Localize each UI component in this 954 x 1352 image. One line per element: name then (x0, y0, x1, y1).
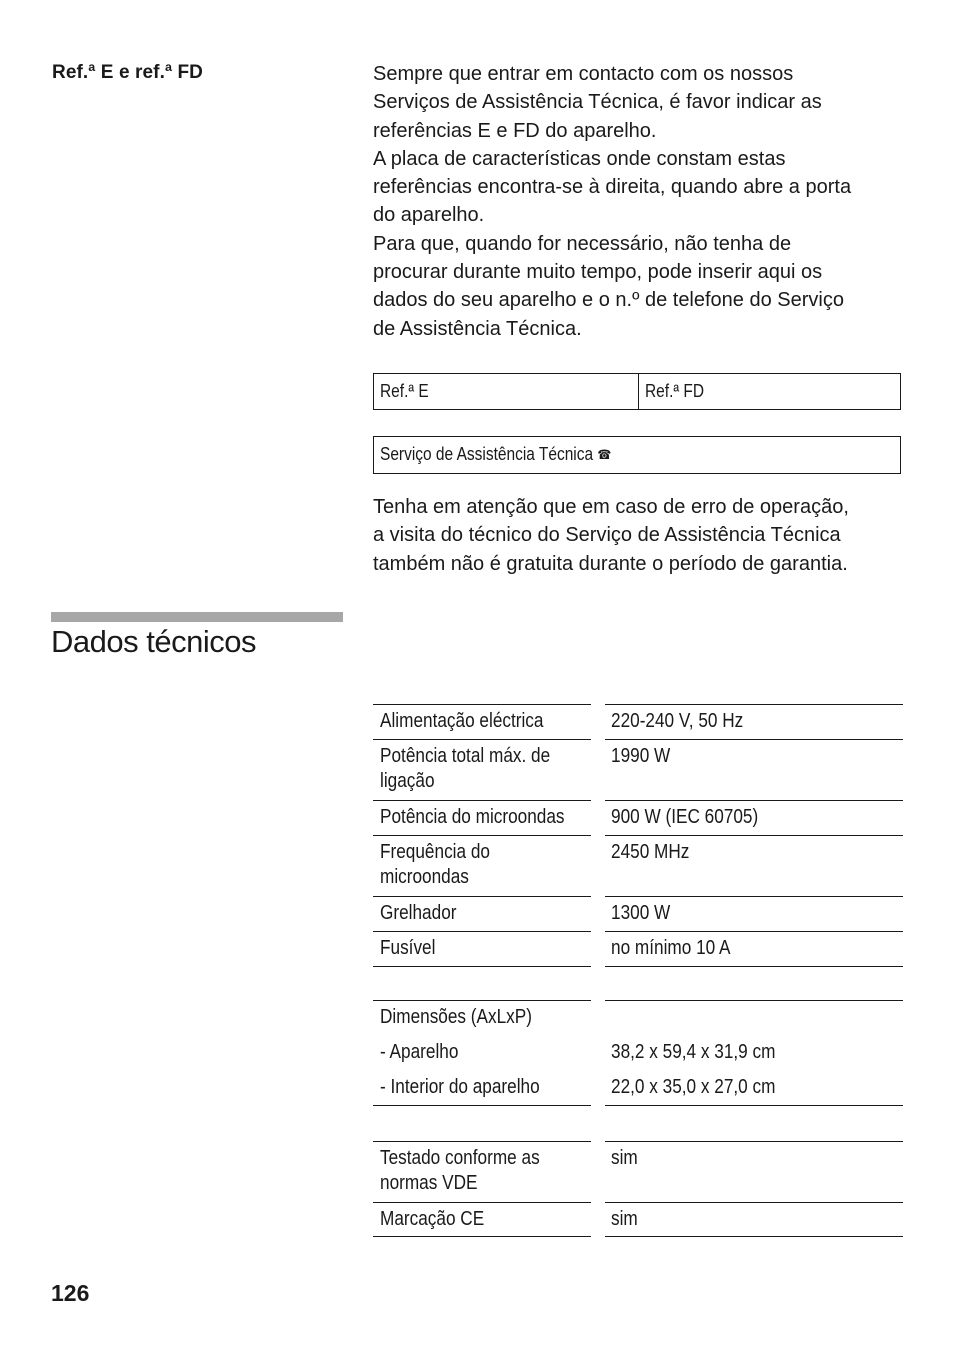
ref-fd-field[interactable] (639, 374, 901, 409)
table-row (373, 835, 903, 897)
spec-value-cell (605, 739, 903, 801)
spec-value-cell (605, 1071, 903, 1106)
service-label: Serviço de Assistência Técnica (380, 444, 594, 464)
spec-label-cell (373, 835, 591, 897)
spec-value: 1300 W (611, 902, 671, 924)
spec-label: Testado conforme as normas VDE (380, 1147, 540, 1194)
phone-icon: ☎ (597, 447, 612, 462)
reference-section-label: Ref.ª E e ref.ª FD (52, 62, 204, 83)
spec-label: Fusível (380, 937, 436, 959)
table-row (373, 704, 903, 740)
spec-value-cell (605, 800, 903, 836)
spec-label-cell (373, 1000, 591, 1036)
spec-label: Potência total máx. de ligação (380, 745, 551, 792)
spec-value: 1990 W (611, 745, 671, 767)
table-row (373, 739, 903, 801)
ref-e-label: Ref.ª E (380, 381, 429, 401)
spec-label: Dimensões (AxLxP) (380, 1006, 532, 1028)
table-row (373, 931, 903, 967)
spec-label: Frequência do microondas (380, 841, 490, 888)
reference-intro-paragraph: Sempre que entrar em contacto com os nossos Serviços de Assistência Técnica, é favor indicar as referências E e FD do aparelho. A placa de características onde constam estas referências encontra-se à direita, quando abre a porta do aparelho. Para que, quando for necessário, não tenha de procurar durante muito tempo, pode inserir aqui os dados do seu aparelho e o n.º de telefone do Serviço de Assistência Técnica. (373, 63, 852, 340)
table-row (373, 800, 903, 836)
spec-value-cell (605, 1202, 903, 1237)
spec-value-cell (605, 704, 903, 740)
spec-label: Grelhador (380, 902, 457, 924)
spec-value-cell (605, 1036, 903, 1071)
spec-label-cell (373, 800, 591, 836)
spec-label: Alimentação eléctrica (380, 710, 544, 732)
spec-label-cell (373, 704, 591, 740)
table-row (373, 1071, 903, 1106)
table-row (373, 1036, 903, 1071)
warranty-note-paragraph: Tenha em atenção que em caso de erro de operação, a visita do técnico do Serviço de Assistência Técnica também não é gratuita durante o período de garantia. (373, 496, 849, 575)
ref-fd-label: Ref.ª FD (645, 381, 705, 401)
spec-label-cell (373, 896, 591, 932)
spec-value-cell (605, 1141, 903, 1203)
service-label-wrap (380, 444, 611, 465)
spec-value-cell (605, 931, 903, 967)
spec-value: 38,2 x 59,4 x 31,9 cm (611, 1041, 776, 1063)
spec-value: sim (611, 1208, 638, 1230)
spec-label-cell (373, 1141, 591, 1203)
spec-value-cell (605, 835, 903, 897)
spec-value: 220-240 V, 50 Hz (611, 710, 744, 732)
spec-label-cell (373, 931, 591, 967)
spec-label: Marcação CE (380, 1208, 485, 1230)
table-row (373, 1141, 903, 1203)
table-row (373, 896, 903, 932)
ref-e-field[interactable] (374, 374, 639, 409)
spec-value: no mínimo 10 A (611, 937, 731, 959)
spec-label-cell (373, 1071, 591, 1106)
spec-value-cell (605, 896, 903, 932)
page-number: 126 (51, 1280, 90, 1306)
spec-label: - Aparelho (380, 1041, 459, 1063)
section-title: Dados técnicos (51, 624, 256, 659)
spec-label-cell (373, 1202, 591, 1237)
service-phone-field[interactable] (373, 436, 901, 474)
spec-value: 22,0 x 35,0 x 27,0 cm (611, 1076, 776, 1098)
spec-label-cell (373, 1036, 591, 1071)
spec-value: sim (611, 1147, 638, 1169)
spec-value: 2450 MHz (611, 841, 690, 863)
table-row (373, 1000, 903, 1036)
spec-value-cell (605, 1000, 903, 1036)
spec-label: - Interior do aparelho (380, 1076, 540, 1098)
spec-label-cell (373, 739, 591, 801)
spec-label: Potência do microondas (380, 806, 565, 828)
section-divider-bar (51, 612, 343, 622)
table-row (373, 1202, 903, 1237)
spec-value: 900 W (IEC 60705) (611, 806, 759, 828)
reference-entry-box (373, 373, 901, 410)
